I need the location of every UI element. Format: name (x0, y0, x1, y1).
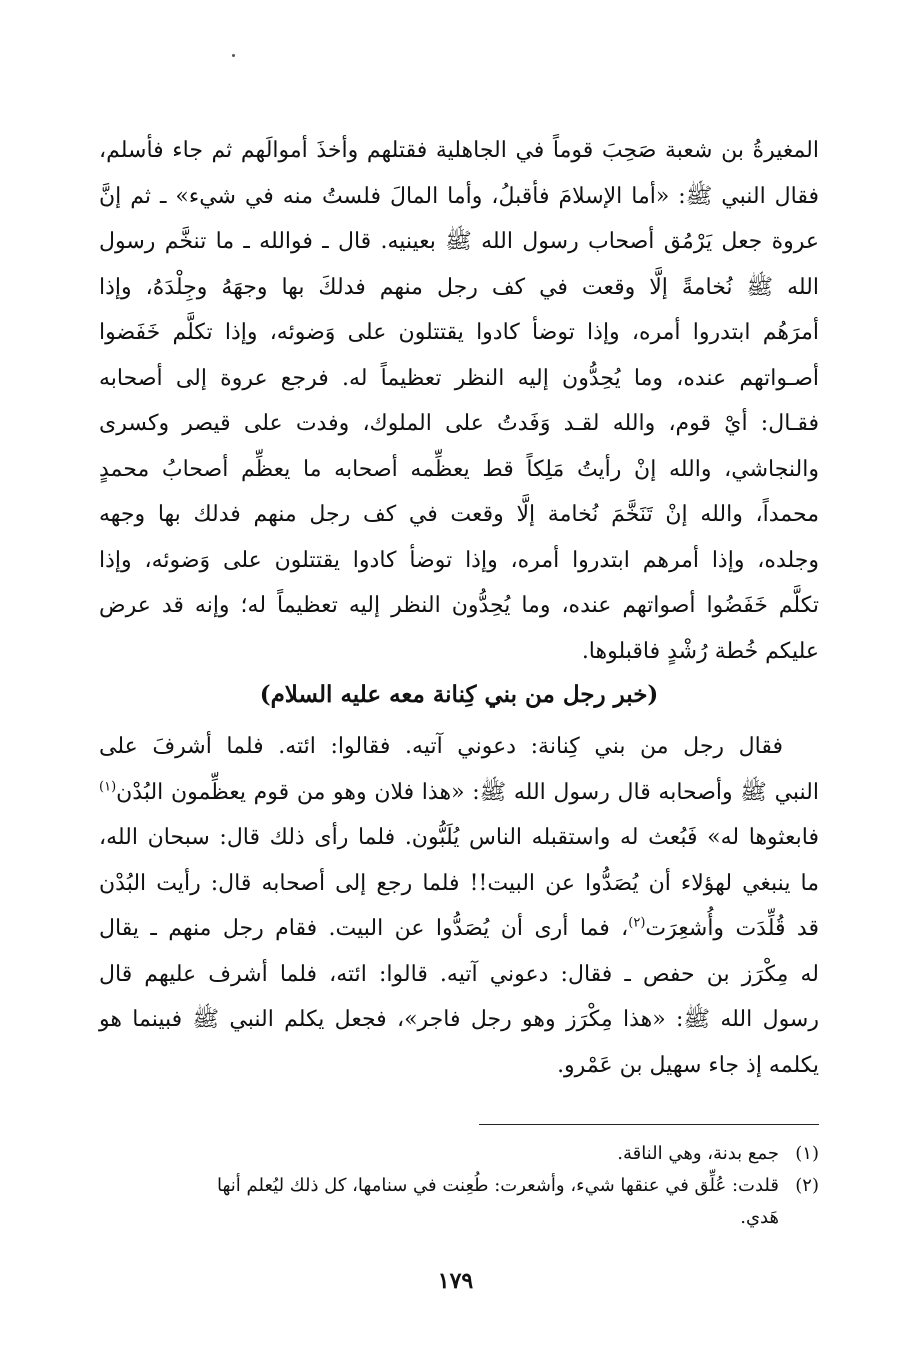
text-line: والنجاشي، والله إنْ رأيتُ مَلِكاً قط يعظِّمه أصحابه ما يعظِّم أصحابُ محمدٍ (99, 456, 819, 482)
page-number: ١٧٩ (437, 1268, 474, 1294)
text-line: عليكم خُطة رُشْدٍ فاقبلوها. (581, 638, 819, 664)
text-line: يكلمه إذ جاء سهيل بن عَمْرو. (557, 1052, 819, 1078)
footnote-marker-2[interactable]: (٢) (628, 915, 646, 931)
text-line: رسول الله ﷺ: «هذا مِكْرَز وهو رجل فاجر»، فجعل يكلم النبي ﷺ فبينما هو (99, 1007, 819, 1032)
text-line: وجلده، وإذا أمرهم ابتدروا أمره، وإذا توضأ كادوا يقتتلون على وَضوئه، وإذا (99, 547, 819, 573)
text-line: فقـال: أيْ قوم، والله لقـد وَفَدتُ على الملوك، وفدت على قيصر وكسرى (99, 411, 819, 436)
text-segment: النبي ﷺ وأصحابه قال رسول الله ﷺ: «هذا فلان وهو من قوم يعظِّمون البُدْن (116, 779, 819, 805)
text-line: المغيرةُ بن شعبة صَحِبَ قوماً في الجاهلية فقتلهم وأخذَ أموالَهم ثم جاء فأسلم، (99, 138, 819, 163)
text-line: ما ينبغي لهؤلاء أن يُصَدُّوا عن البيت!! فلما رجع إلى أصحابه قال: رأيت البُدْن (99, 870, 819, 896)
footnote-number: (١) (795, 1143, 819, 1164)
text-line: محمداً، والله إنْ تَنَخَّمَ نُخامة إلَّا وقعت في كف رجل منهم فدلك بها وجهه (99, 502, 819, 527)
scan-speck (232, 54, 235, 57)
footnote-divider (479, 1124, 819, 1125)
section-2-text (99, 724, 819, 1088)
text-line: تكلَّم خَفَضُوا أصواتهم عنده، وما يُحِدُّون النظر إليه تعظيماً له؛ وإنه قد عرض (99, 593, 819, 618)
text-line: فقال رجل من بني كِنانة: دعوني آتيه. فقالوا: ائته. فلما أشرفَ على (99, 734, 783, 759)
text-segment: قد قُلِّدَت وأُشعِرَت (645, 916, 819, 941)
text-line (99, 770, 819, 816)
text-line: فابعثوها له» فَبُعث له واستقبله الناس يُلَبُّون. فلما رأى ذلك قال: سبحان الله، (99, 825, 819, 850)
text-line: أصـواتهم عنده، وما يُحِدُّون إليه النظر تعظيماً له. فرجع عروة إلى أصحابه (99, 365, 819, 391)
text-line: فقال النبي ﷺ: «أما الإسلامَ فأقبلُ، وأما المالَ فلستُ منه في شيء» ـ ثم إنَّ (99, 183, 819, 209)
footnotes (99, 1138, 819, 1234)
section-1-text (99, 128, 819, 674)
text-line (99, 906, 819, 952)
text-segment: ، فما أرى أن يُصَدُّوا عن البيت. فقام رجل منهم ـ يقال (99, 916, 629, 941)
text-line: عروة جعل يَرْمُق أصحاب رسول الله ﷺ بعينيه. قال ـ فوالله ـ ما تنخَّم رسول (99, 229, 819, 254)
text-line: الله ﷺ نُخامةً إلَّا وقعت في كف رجل منهم فدلكَ بها وجهَهُ وجِلْدَهُ، وإذا (99, 274, 819, 300)
footnote-text: قلدت: عُلِّق في عنقها شيء، وأشعرت: طُعِنت في سنامها، كل ذلك ليُعلم أنها (217, 1175, 779, 1196)
text-line: أمرَهُم ابتدروا أمره، وإذا توضأ كادوا يقتتلون على وَضوئه، وإذا تكلَّم خَفَضوا (99, 320, 819, 345)
footnote-continuation: هَدي. (740, 1207, 779, 1228)
section-heading: (خبر رجل من بني كِنانة معه عليه السلام) (259, 681, 659, 708)
footnote-2 (99, 1170, 819, 1202)
footnote-number: (٢) (795, 1175, 819, 1196)
footnote-text: جمع بدنة، وهي الناقة. (617, 1143, 779, 1164)
footnote-marker-1[interactable]: (١) (99, 779, 117, 795)
text-line: له مِكْرَز بن حفص ـ فقال: دعوني آتيه. قالوا: ائته، فلما أشرف عليهم قال (99, 961, 819, 987)
footnote-1 (99, 1138, 819, 1170)
